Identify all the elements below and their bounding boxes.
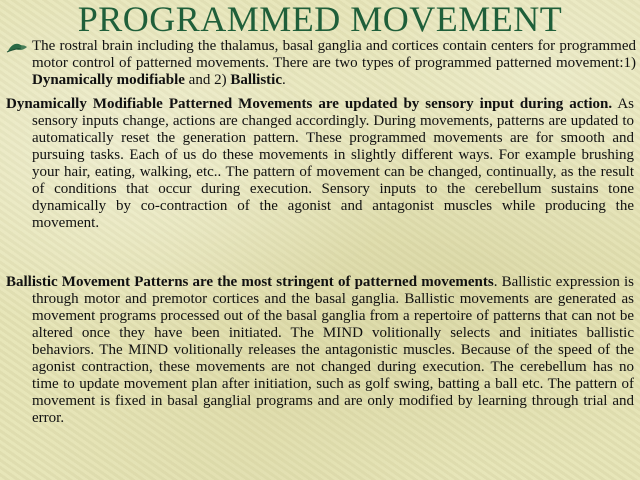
dynamic-heading: Dynamically Modifiable Patterned Movements are updated by sensory input during action. [6,96,613,112]
fleuron-leaf-icon [6,40,28,54]
intro-text-middle: and 2) [184,72,231,88]
dynamic-body: As sensory inputs change, actions are changed accordingly. During movements, patterns are updated to automatically reset the generation pattern. These programmed movements are for smooth and pursuing tasks. Each of us do these movements in slightly different ways. For example brushing your hair, eating, walking, etc.. The pattern of movement can be changed, continually, as the result of conditions that occur during execution. Sensory inputs to the cerebellum sustains tone dynamically by co-contraction of the agonist and antagonist muscles while producing the movement. [32,96,634,231]
type-ballistic-label: Ballistic [230,72,282,88]
intro-text-start: The rostral brain including the thalamus, basal ganglia and cortices contain centers for programmed motor control of patterned movements. There are two types of programmed patterned movement:1) [32,38,636,71]
ballistic-heading: Ballistic Movement Patterns are the most stringent of patterned movements [6,274,494,290]
dynamic-section [6,96,634,232]
intro-text-end: . [282,72,286,88]
ballistic-body: . Ballistic expression is through motor and premotor cortices and the basal ganglia. Ballistic movements are generated as movement programs processed out of the basal ganglia from a repertoire of patterns that can not be altered once they have been initiated. The MIND volitionally selects and initiates ballistic behaviors. The MIND volitionally releases the antagonistic muscles. Because of the speed of the agonist contraction, these movements are not changed during execution. The cerebellum has no time to update movement plan after initiation, such as golf swing, batting a ball etc. The pattern of movement is fixed in basal ganglial programs and are only modified by learning through trial and error. [32,274,635,426]
type-dynamic-label: Dynamically modifiable [32,72,185,88]
intro-paragraph [32,38,636,89]
intro-bullet [6,38,636,89]
ballistic-section [6,274,634,427]
slide-title: PROGRAMMED MOVEMENT [77,0,563,39]
